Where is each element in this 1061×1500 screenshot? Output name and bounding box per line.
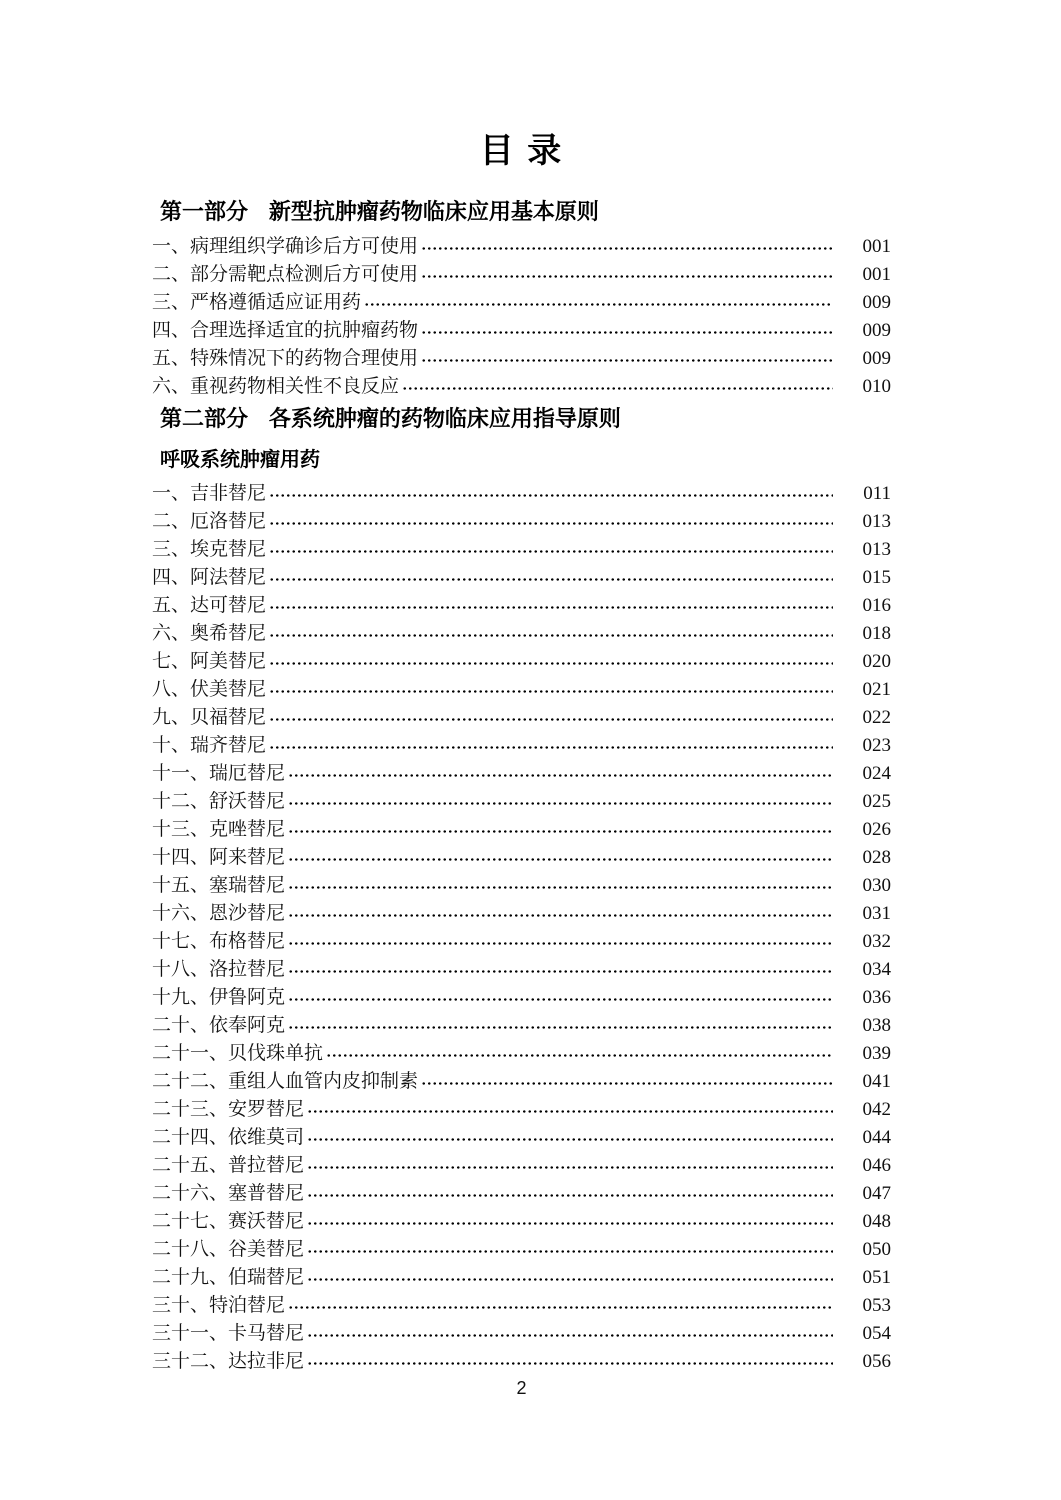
- dot-leader: [421, 275, 833, 278]
- dot-leader: [288, 998, 833, 1001]
- toc-entry-label: 二十九、伯瑞替尼: [152, 1267, 305, 1288]
- toc-entry-page: 013: [862, 511, 891, 532]
- dot-leader: [288, 942, 833, 945]
- toc-entry: [152, 1152, 891, 1180]
- dot-leader: [288, 1026, 833, 1029]
- section-1-title: 新型抗肿瘤药物临床应用基本原则: [268, 199, 599, 224]
- toc-entry: [152, 1292, 891, 1320]
- toc-entry: [152, 788, 891, 816]
- toc-entry-label: 三十一、卡马替尼: [152, 1323, 305, 1344]
- toc-entry-label: 十四、阿来替尼: [152, 847, 286, 868]
- toc-entry-page: 028: [862, 847, 891, 868]
- toc-entry: [152, 1236, 891, 1264]
- toc-entry-page: 036: [862, 987, 891, 1008]
- section-1-label: 第一部分: [160, 199, 249, 224]
- toc-entry-label: 七、阿美替尼: [152, 651, 267, 672]
- toc-entry: [152, 984, 891, 1012]
- section-2-title: 各系统肿瘤的药物临床应用指导原则: [268, 406, 621, 431]
- toc-entry-label: 十八、洛拉替尼: [152, 959, 286, 980]
- toc-entry-label: 二十、依奉阿克: [152, 1015, 286, 1036]
- toc-entry-page: 039: [862, 1043, 891, 1064]
- toc-entry-label: 四、合理选择适宜的抗肿瘤药物: [152, 320, 419, 341]
- toc-entry-label: 十二、舒沃替尼: [152, 791, 286, 812]
- toc-entry: [152, 592, 891, 620]
- toc-entry-page: 056: [862, 1351, 891, 1372]
- toc-entry-label: 二十一、贝伐珠单抗: [152, 1043, 324, 1064]
- dot-leader: [326, 1054, 833, 1057]
- toc-entry: [152, 648, 891, 676]
- toc-entry: [152, 1040, 891, 1068]
- dot-leader: [288, 1306, 833, 1309]
- dot-leader: [307, 1362, 833, 1365]
- toc-entry-page: 030: [862, 875, 891, 896]
- toc-entry: [152, 1012, 891, 1040]
- toc-entry: [152, 900, 891, 928]
- dot-leader: [288, 858, 833, 861]
- dot-leader: [269, 606, 833, 609]
- toc-entry: [152, 676, 891, 704]
- toc-entry-page: 021: [862, 679, 891, 700]
- toc-entry-page: 047: [862, 1183, 891, 1204]
- toc-entry-label: 十九、伊鲁阿克: [152, 987, 286, 1008]
- toc-entry-label: 二十六、塞普替尼: [152, 1183, 305, 1204]
- toc-entry: [152, 480, 891, 508]
- dot-leader: [421, 1082, 833, 1085]
- toc-entry-page: 044: [862, 1127, 891, 1148]
- toc-entry-label: 二十二、重组人血管内皮抑制素: [152, 1071, 419, 1092]
- toc-entry: [152, 732, 891, 760]
- toc-entry-label: 五、达可替尼: [152, 595, 267, 616]
- toc-entry-label: 三十二、达拉非尼: [152, 1351, 305, 1372]
- dot-leader: [307, 1110, 833, 1113]
- toc-entry-label: 十六、恩沙替尼: [152, 903, 286, 924]
- dot-leader: [307, 1250, 833, 1253]
- dot-leader: [269, 690, 833, 693]
- toc-entry: [152, 620, 891, 648]
- toc-entry-label: 二十五、普拉替尼: [152, 1155, 305, 1176]
- toc-entry-page: 046: [862, 1155, 891, 1176]
- toc-entry-label: 十、瑞齐替尼: [152, 735, 267, 756]
- toc-entry-label: 三、埃克替尼: [152, 539, 267, 560]
- dot-leader: [269, 746, 833, 749]
- dot-leader: [269, 550, 833, 553]
- toc-entry-page: 050: [862, 1239, 891, 1260]
- toc-entry: [152, 373, 891, 401]
- toc-entry: [152, 1264, 891, 1292]
- toc-entry-label: 六、奥希替尼: [152, 623, 267, 644]
- section-1-heading: [160, 197, 891, 227]
- toc-entry: [152, 1180, 891, 1208]
- dot-leader: [307, 1278, 833, 1281]
- toc-entry-page: 023: [862, 735, 891, 756]
- toc-entry-label: 九、贝福替尼: [152, 707, 267, 728]
- dot-leader: [288, 802, 833, 805]
- toc-entry-page: 001: [862, 264, 891, 285]
- toc-entry-page: 010: [862, 376, 891, 397]
- toc-entry-page: 001: [862, 236, 891, 257]
- toc-entry-page: 034: [862, 959, 891, 980]
- toc-entry-label: 十三、克唑替尼: [152, 819, 286, 840]
- toc-entry-page: 038: [862, 1015, 891, 1036]
- toc-section-part2: [152, 404, 891, 1376]
- toc-entry: [152, 956, 891, 984]
- toc-entry: [152, 704, 891, 732]
- toc-entry: [152, 816, 891, 844]
- toc-entry-page: 051: [862, 1267, 891, 1288]
- toc-entry-page: 054: [862, 1323, 891, 1344]
- toc-entry-label: 二十八、谷美替尼: [152, 1239, 305, 1260]
- dot-leader: [269, 718, 833, 721]
- toc-entry-label: 三十、特泊替尼: [152, 1295, 286, 1316]
- section-2-heading: [160, 404, 891, 434]
- dot-leader: [288, 830, 833, 833]
- dot-leader: [307, 1334, 833, 1337]
- toc-entry-label: 十七、布格替尼: [152, 931, 286, 952]
- toc-entry: [152, 233, 891, 261]
- toc-entry-page: 053: [862, 1295, 891, 1316]
- toc-entry-label: 八、伏美替尼: [152, 679, 267, 700]
- dot-leader: [421, 359, 833, 362]
- toc-entry-label: 三、严格遵循适应证用药: [152, 292, 362, 313]
- dot-leader: [307, 1194, 833, 1197]
- toc-entry: [152, 536, 891, 564]
- dot-leader: [307, 1222, 833, 1225]
- toc-entry-label: 十五、塞瑞替尼: [152, 875, 286, 896]
- toc-entry-page: 015: [862, 567, 891, 588]
- toc-entry-page: 048: [862, 1211, 891, 1232]
- toc-entry: [152, 564, 891, 592]
- toc-entry-page: 024: [862, 763, 891, 784]
- toc-entry-page: 032: [862, 931, 891, 952]
- toc-entry-label: 二、厄洛替尼: [152, 511, 267, 532]
- toc-entry-page: 042: [862, 1099, 891, 1120]
- toc-entry: [152, 760, 891, 788]
- toc-entry-page: 009: [862, 320, 891, 341]
- toc-entry-label: 十一、瑞厄替尼: [152, 763, 286, 784]
- toc-entry-label: 五、特殊情况下的药物合理使用: [152, 348, 419, 369]
- toc-entry: [152, 1124, 891, 1152]
- toc-entry-page: 026: [862, 819, 891, 840]
- toc-entry-label: 二、部分需靶点检测后方可使用: [152, 264, 419, 285]
- dot-leader: [288, 970, 833, 973]
- dot-leader: [307, 1166, 833, 1169]
- toc-entry-page: 031: [862, 903, 891, 924]
- toc-entry: [152, 872, 891, 900]
- dot-leader: [288, 886, 833, 889]
- dot-leader: [307, 1138, 833, 1141]
- toc-section-part1: [152, 197, 891, 401]
- page-title: 目 录: [479, 132, 564, 170]
- toc-entry-label: 二十七、赛沃替尼: [152, 1211, 305, 1232]
- dot-leader: [269, 662, 833, 665]
- toc-entry: [152, 508, 891, 536]
- section-2-label: 第二部分: [160, 406, 249, 431]
- toc-entry-page: 025: [862, 791, 891, 812]
- toc-entry: [152, 844, 891, 872]
- section-1-entries: [152, 233, 891, 401]
- toc-entry: [152, 1348, 891, 1376]
- toc-entry-label: 二十三、安罗替尼: [152, 1099, 305, 1120]
- toc-entry-label: 二十四、依维莫司: [152, 1127, 305, 1148]
- dot-leader: [269, 522, 833, 525]
- dot-leader: [421, 331, 833, 334]
- toc-entry-page: 011: [863, 483, 891, 504]
- toc-entry-page: 018: [862, 623, 891, 644]
- dot-leader: [421, 247, 833, 250]
- toc-entry: [152, 928, 891, 956]
- subsection-heading-respiratory: 呼吸系统肿瘤用药: [160, 449, 320, 471]
- section-2-entries: [152, 480, 891, 1376]
- toc-entry-page: 009: [862, 292, 891, 313]
- dot-leader: [288, 774, 833, 777]
- toc-entry: [152, 1208, 891, 1236]
- page-number: 2: [516, 1378, 527, 1398]
- toc-entry-page: 009: [862, 348, 891, 369]
- toc-entry: [152, 261, 891, 289]
- toc-entry: [152, 317, 891, 345]
- dot-leader: [269, 634, 833, 637]
- toc-entry-label: 一、吉非替尼: [152, 483, 267, 504]
- dot-leader: [269, 578, 833, 581]
- toc-entry-label: 一、病理组织学确诊后方可使用: [152, 236, 419, 257]
- dot-leader: [364, 303, 833, 306]
- dot-leader: [269, 494, 833, 497]
- dot-leader: [402, 387, 833, 390]
- toc-entry-label: 六、重视药物相关性不良反应: [152, 376, 400, 397]
- toc-entry-page: 041: [862, 1071, 891, 1092]
- toc-entry: [152, 345, 891, 373]
- toc-entry: [152, 1096, 891, 1124]
- toc-entry: [152, 1320, 891, 1348]
- toc-entry-page: 020: [862, 651, 891, 672]
- toc-entry-page: 016: [862, 595, 891, 616]
- toc-entry-page: 013: [862, 539, 891, 560]
- dot-leader: [288, 914, 833, 917]
- toc-entry-label: 四、阿法替尼: [152, 567, 267, 588]
- toc-entry-page: 022: [862, 707, 891, 728]
- toc-entry: [152, 289, 891, 317]
- toc-entry: [152, 1068, 891, 1096]
